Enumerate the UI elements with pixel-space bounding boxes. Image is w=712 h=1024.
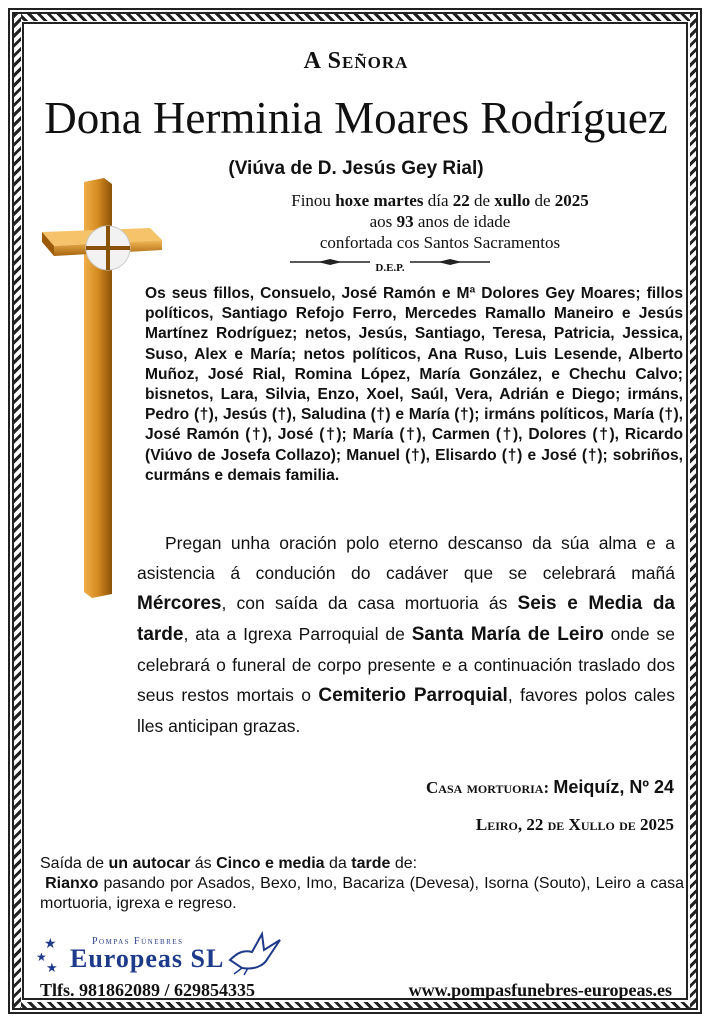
text: , favores polos cales lles anticipan grazas. [137, 685, 675, 736]
salutation: A Señora [303, 48, 409, 74]
text: aos [369, 212, 397, 231]
text: de [469, 191, 495, 210]
death-line-2 [200, 211, 680, 232]
dep-label: D.E.P. [375, 262, 405, 274]
dove-icon [224, 930, 284, 976]
bus-info [40, 854, 684, 914]
website-link[interactable]: www.pompasfunebres-europeas.es [408, 980, 672, 1000]
text: Finou [291, 191, 336, 210]
text: xullo [494, 191, 531, 210]
stars-icon [36, 934, 72, 974]
funeral-home [426, 777, 674, 798]
deceased-name: Dona Herminia Moares Rodríguez [44, 93, 668, 143]
text: anos de idade [413, 212, 511, 231]
death-line-1 [200, 190, 680, 211]
prayer-paragraph [137, 528, 675, 741]
svg-text:★: ★ [44, 936, 57, 952]
text: de [530, 191, 555, 210]
place-date: Leiro, 22 de Xullo de 2025 [475, 815, 674, 834]
text: Santa María de Leiro [411, 624, 604, 645]
text: día [423, 191, 453, 210]
text: Saída de [40, 855, 109, 872]
text: da [324, 855, 352, 872]
text: Seis e Media da tarde [137, 593, 675, 645]
text: 2025 [554, 191, 589, 210]
text: hoxe martes [335, 191, 424, 210]
text: 93 [396, 212, 414, 231]
death-line-3: confortada cos Santos Sacramentos [319, 233, 561, 252]
text: pasando por Asados, Bexo, Imo, Bacariza (Devesa), Isorna (Souto), Leiro a casa mortuoria, igrexa e regreso. [40, 875, 684, 912]
funeral-home-address: Meiquíz, Nº 24 [553, 777, 674, 797]
text: ás [190, 855, 217, 872]
text: Cemiterio Parroquial [318, 685, 508, 706]
svg-text:★: ★ [46, 961, 58, 974]
text: 22 [452, 191, 470, 210]
funeral-home-label: Casa mortuoria: [426, 778, 550, 797]
svg-text:★: ★ [36, 950, 47, 964]
text: , con saída da casa mortuoria ás [221, 593, 518, 613]
logo-title: Europeas SL [70, 944, 225, 973]
text: , ata a Igrexa Parroquial de [183, 624, 412, 644]
text: onde se celebrará o funeral de corpo presente e a continuación traslado dos seus restos mortais o [137, 624, 675, 705]
text: Rianxo [45, 875, 99, 892]
text: tarde [351, 855, 391, 872]
death-notice [200, 190, 680, 253]
text: Cinco e media [216, 855, 325, 872]
phone-numbers: Tlfs. 981862089 / 629854335 [40, 980, 256, 1000]
family-list: Os seus fillos, Consuelo, José Ramón e Mª Dolores Gey Moares; fillos políticos, Santiago Refojo Ferro, Mercedes Ramallo Maneiro e Jesús Martínez Rodríguez; netos, Jesús, Santiago, Teresa, Patricia, Jessica, Suso, Alex e María; netos políticos, Ana Ruso, Luis Lesende, Alberto Muñoz, José Rial, Romina López, María González, e Chechu Calvo; bisnetos, Lara, Silvia, Enzo, Xoel, Saúl, Vera, Adrián e Diego; irmáns, Pedro (†), Jesús (†), Saludina (†) e María (†); irmáns políticos, María (†), José Ramón (†), José (†); María (†), Carmen (†), Dolores (†), Ricardo (Viúvo de Josefa Collazo); Manuel (†), Elisardo (†) e José (†); sobriños, curmáns e demais familia. [145, 285, 683, 484]
text: de: [390, 855, 418, 872]
text: un autocar [108, 855, 191, 872]
widow-note: (Viúva de D. Jesús Gey Rial) [228, 158, 484, 179]
text: Pregan unha oración polo eterno descanso da súa alma e a asistencia á condución do cadáver que se celebrará mañá [137, 533, 675, 583]
logo-subtitle: Pompas Fúnebres [92, 936, 184, 947]
text: Mércores [137, 593, 222, 614]
